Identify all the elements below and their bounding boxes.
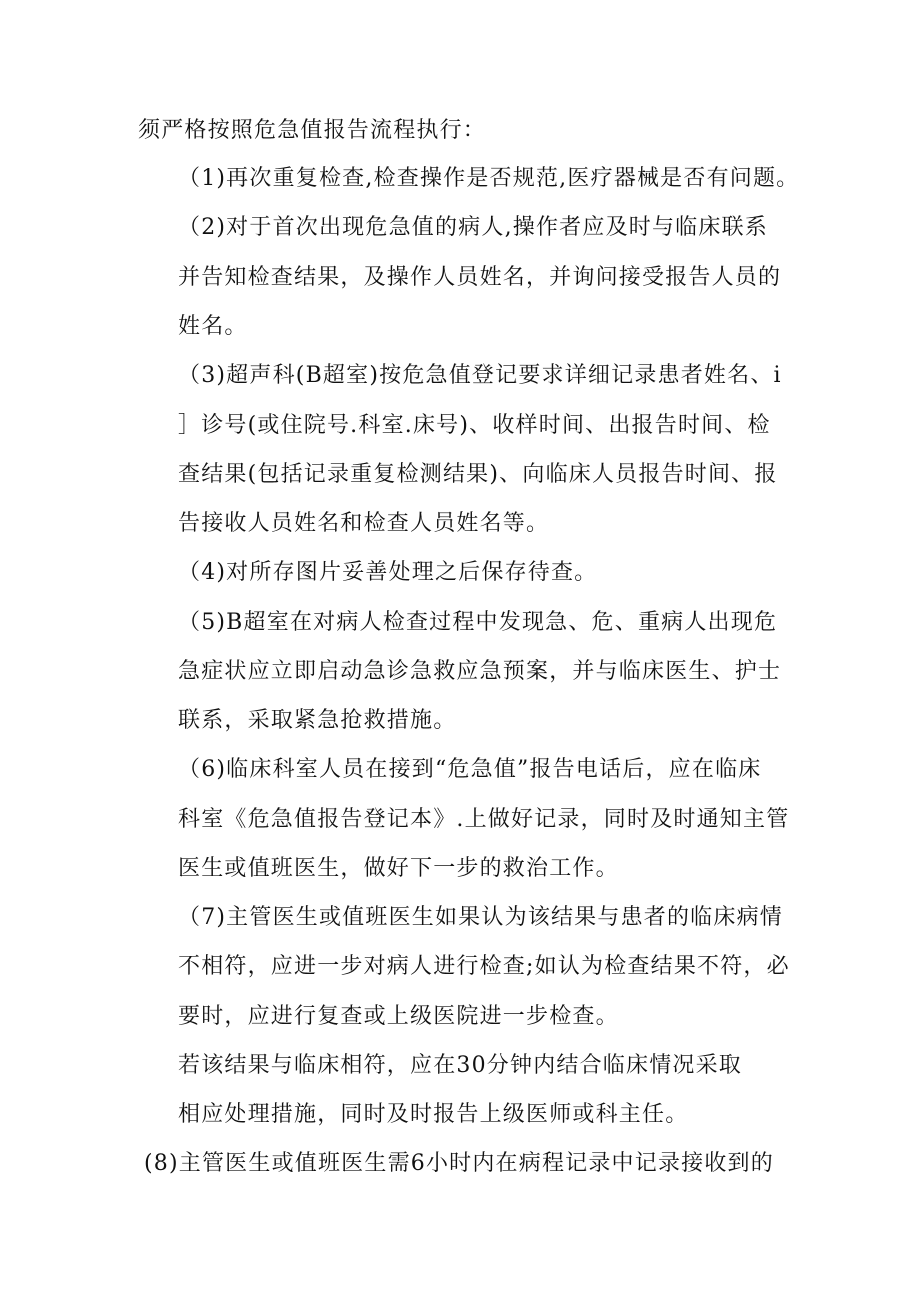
text-line: 不相符，应进一步对病人进行检查;如认为检查结果不符，必 xyxy=(178,954,790,979)
text-line: 须严格按照危急值报告流程执行： xyxy=(138,118,487,143)
text-line: （3)超声科(B超室)按危急值登记要求详细记录患者姓名、i xyxy=(178,363,782,388)
text-line: （1)再次重复检查,检查操作是否规范,医疗器械是否有问题。 xyxy=(178,166,800,191)
text-line: 并告知检查结果，及操作人员姓名，并询问接受报告人员的 xyxy=(178,265,782,290)
text-line: （4)对所存图片妥善处理之后保存待查。 xyxy=(178,560,598,585)
text-line: ］诊号(或住院号.科室.床号)、收样时间、出报告时间、检 xyxy=(178,413,771,438)
text-line: 相应处理措施，同时及时报告上级医师或科主任。 xyxy=(178,1102,689,1127)
text-line: 查结果(包括记录重复检测结果)、向临床人员报告时间、报 xyxy=(178,462,778,487)
text-line: 姓名。 xyxy=(178,314,248,339)
text-line: 急症状应立即启动急诊急救应急预案，并与临床医生、护士 xyxy=(178,659,782,684)
text-line: （6)临床科室人员在接到“危急值”报告电话后，应在临床 xyxy=(178,757,762,782)
text-line: 联系，采取紧急抢救措施。 xyxy=(178,708,457,733)
text-line: （7)主管医生或值班医生如果认为该结果与患者的临床病情 xyxy=(178,905,783,930)
text-line: （2)对于首次出现危急值的病人,操作者应及时与临床联系 xyxy=(178,215,768,240)
text-line: 科室《危急值报告登记本》.上做好记录，同时及时通知主管 xyxy=(178,807,790,832)
text-line: （5)B超室在对病人检查过程中发现急、危、重病人出现危 xyxy=(178,610,778,635)
text-line: 医生或值班医生，做好下一步的救治工作。 xyxy=(178,856,619,881)
text-line: (8)主管医生或值班医生需6小时内在病程记录中记录接收到的 xyxy=(144,1151,774,1176)
text-line: 若该结果与临床相符，应在30分钟内结合临床情况采取 xyxy=(178,1053,742,1078)
text-line: 告接收人员姓名和检查人员姓名等。 xyxy=(178,511,550,536)
text-line: 要时，应进行复查或上级医院进一步检查。 xyxy=(178,1004,619,1029)
